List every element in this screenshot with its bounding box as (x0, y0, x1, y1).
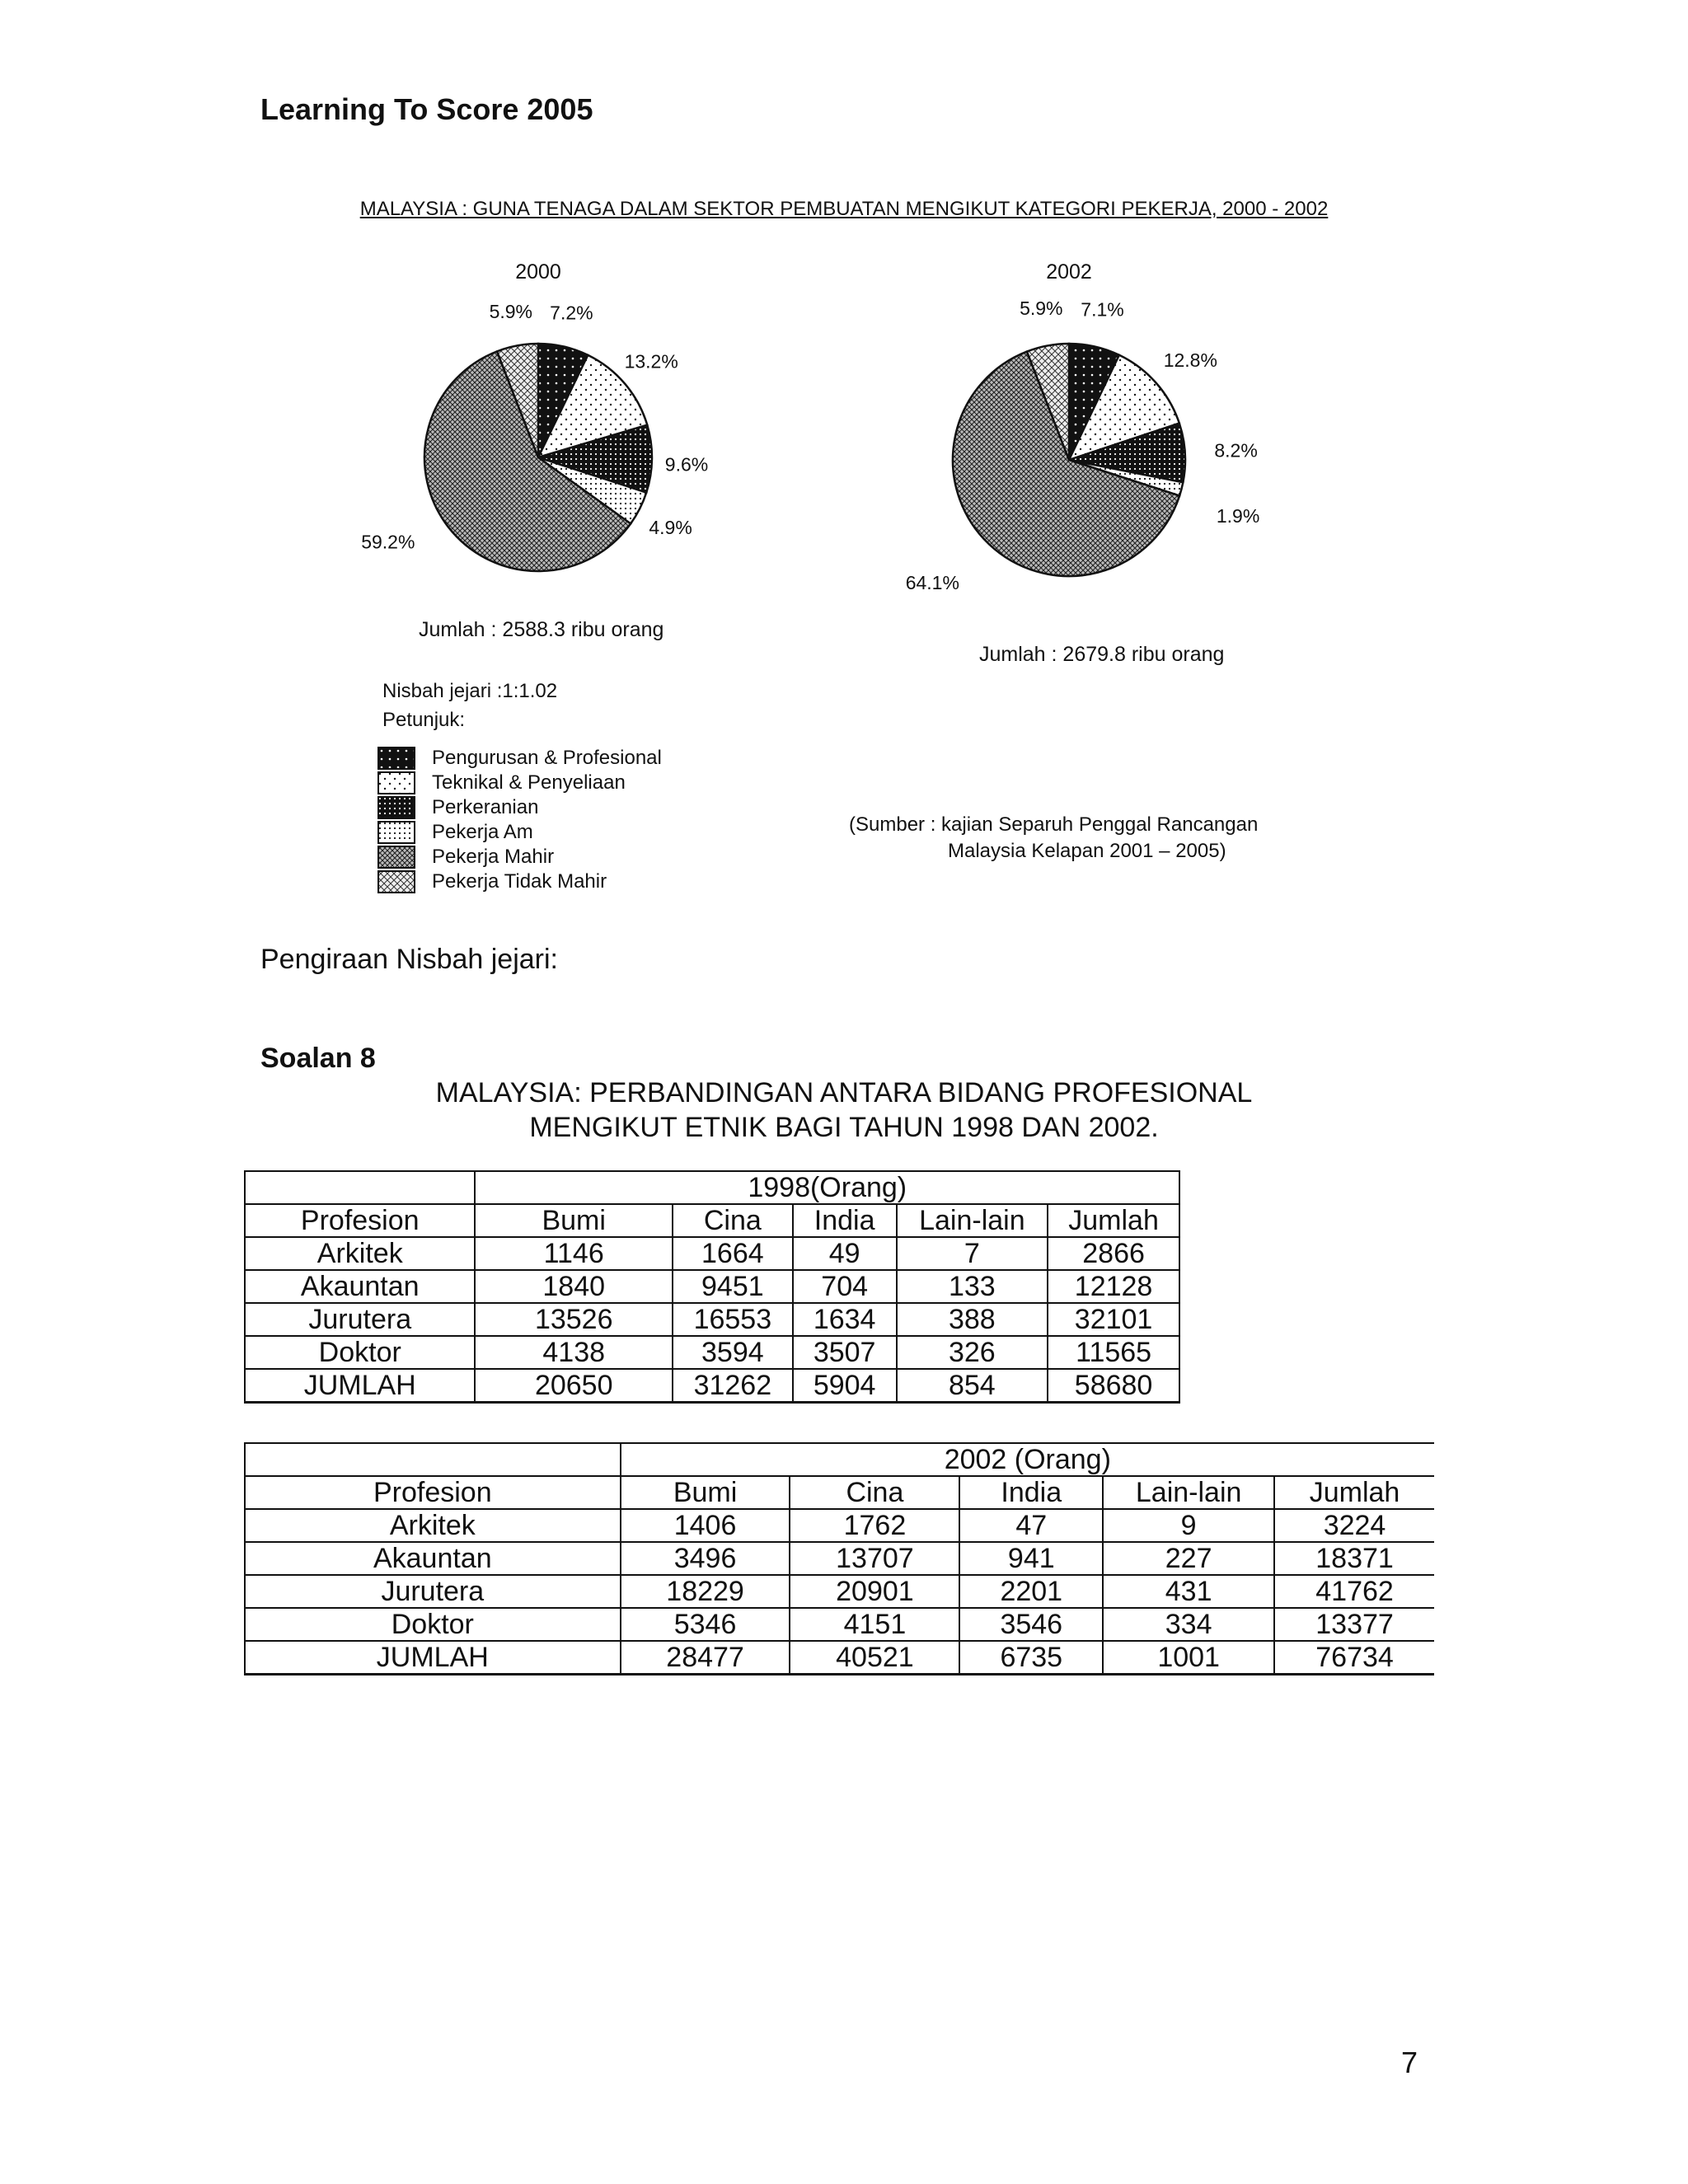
table-caption-row (245, 1443, 1434, 1476)
legend-label: Teknikal & Penyeliaan (432, 771, 626, 794)
table-cell: 40521 (790, 1641, 959, 1675)
table-cell: Jurutera (245, 1303, 475, 1336)
table-cell: 1840 (475, 1270, 672, 1303)
column-header: Lain-lain (897, 1204, 1048, 1237)
column-header: Bumi (621, 1476, 790, 1509)
pie-2000 (361, 301, 708, 571)
table-cell: 3507 (793, 1336, 897, 1369)
table-cell: 1634 (793, 1303, 897, 1336)
pie-slice-label: 64.1% (905, 572, 959, 593)
table-cell: 326 (897, 1336, 1048, 1369)
column-header: Profesion (245, 1204, 475, 1237)
table-cell: 9 (1103, 1509, 1274, 1542)
table-caption: 1998(Orang) (475, 1171, 1179, 1204)
legend-item (377, 795, 662, 820)
table-row (245, 1608, 1434, 1641)
table-row (245, 1270, 1179, 1303)
table-cell: Doktor (245, 1608, 621, 1641)
table-cell: 32101 (1048, 1303, 1179, 1336)
table-header-row (245, 1476, 1434, 1509)
pie-year-2000: 2000 (515, 260, 561, 284)
table-caption-row (245, 1171, 1179, 1204)
table-cell: 1762 (790, 1509, 959, 1542)
pie-slice-label: 7.2% (550, 302, 593, 324)
legend-swatch (377, 771, 415, 794)
table-cell: 18371 (1274, 1542, 1434, 1575)
column-header: Cina (673, 1204, 793, 1237)
table-cell: 6735 (959, 1641, 1103, 1675)
legend (377, 746, 662, 894)
table-cell: 133 (897, 1270, 1048, 1303)
pie-charts (0, 239, 1688, 602)
table-cell (245, 1443, 621, 1476)
table-cell: 4151 (790, 1608, 959, 1641)
table-cell: 4138 (475, 1336, 672, 1369)
question-title (0, 1076, 1688, 1145)
table-cell: 9451 (673, 1270, 793, 1303)
table-cell: 41762 (1274, 1575, 1434, 1608)
pie-slice-label: 1.9% (1216, 505, 1260, 527)
pie-year-2002: 2002 (1046, 260, 1092, 284)
table-cell: 1406 (621, 1509, 790, 1542)
table-row (245, 1509, 1434, 1542)
legend-label: Pekerja Mahir (432, 846, 555, 868)
source-line-1: (Sumber : kajian Separuh Penggal Rancangan (849, 813, 1259, 836)
table-cell: 13377 (1274, 1608, 1434, 1641)
table-cell: 388 (897, 1303, 1048, 1336)
pie-slice-label: 8.2% (1214, 439, 1258, 462)
column-header: India (959, 1476, 1103, 1509)
column-header: India (793, 1204, 897, 1237)
pie-slice-label: 5.9% (489, 301, 533, 323)
table-cell: 76734 (1274, 1641, 1434, 1675)
pie-slice-label: 59.2% (361, 531, 415, 553)
total-2000: Jumlah : 2588.3 ribu orang (419, 618, 664, 641)
table-cell: 227 (1103, 1542, 1274, 1575)
table-cell: 31262 (673, 1369, 793, 1403)
legend-swatch (377, 747, 415, 770)
table-cell: 11565 (1048, 1336, 1179, 1369)
table-row (245, 1575, 1434, 1608)
table-cell: 49 (793, 1237, 897, 1270)
table-cell: 5346 (621, 1608, 790, 1641)
calculation-label: Pengiraan Nisbah jejari: (260, 944, 558, 975)
pie-slice-label: 5.9% (1020, 298, 1063, 320)
table-1998 (244, 1170, 1180, 1404)
table-cell: 20901 (790, 1575, 959, 1608)
column-header: Bumi (475, 1204, 672, 1237)
legend-heading: Petunjuk: (382, 709, 466, 731)
question-title-line-1: MALAYSIA: PERBANDINGAN ANTARA BIDANG PROFESIONAL (435, 1077, 1253, 1108)
table-cell: 16553 (673, 1303, 793, 1336)
table-cell: 13526 (475, 1303, 672, 1336)
legend-label: Pekerja Tidak Mahir (432, 870, 607, 893)
table-row (245, 1303, 1179, 1336)
table-cell: 941 (959, 1542, 1103, 1575)
table-cell: Arkitek (245, 1237, 475, 1270)
source-note (849, 812, 1258, 865)
legend-item (377, 845, 662, 869)
table-cell: 1664 (673, 1237, 793, 1270)
pie-slice-label: 12.8% (1163, 349, 1217, 371)
table-cell: 704 (793, 1270, 897, 1303)
table-cell: 2201 (959, 1575, 1103, 1608)
table-cell: 5904 (793, 1369, 897, 1403)
question-label: Soalan 8 (260, 1043, 376, 1074)
column-header: Jumlah (1274, 1476, 1434, 1509)
total-2002: Jumlah : 2679.8 ribu orang (979, 643, 1225, 666)
legend-item (377, 820, 662, 845)
table-cell: 47 (959, 1509, 1103, 1542)
legend-swatch (377, 870, 415, 893)
legend-item (377, 771, 662, 795)
pie-slice-label: 9.6% (664, 453, 709, 476)
table-cell: 3224 (1274, 1509, 1434, 1542)
table-cell: Akauntan (245, 1542, 621, 1575)
legend-swatch (377, 796, 415, 819)
table-cell: 12128 (1048, 1270, 1179, 1303)
table-cell: JUMLAH (245, 1641, 621, 1675)
table-cell: 13707 (790, 1542, 959, 1575)
table-cell: 1146 (475, 1237, 672, 1270)
column-header: Profesion (245, 1476, 621, 1509)
table-total-row (245, 1369, 1179, 1403)
question-title-line-2: MENGIKUT ETNIK BAGI TAHUN 1998 DAN 2002. (529, 1112, 1159, 1143)
table-cell: 431 (1103, 1575, 1274, 1608)
page-header-title: Learning To Score 2005 (260, 92, 593, 126)
table-cell: 7 (897, 1237, 1048, 1270)
table-cell: Doktor (245, 1336, 475, 1369)
table-cell: JUMLAH (245, 1369, 475, 1403)
table-cell: 58680 (1048, 1369, 1179, 1403)
table-row (245, 1542, 1434, 1575)
radius-ratio-note: Nisbah jejari :1:1.02 (382, 680, 558, 702)
pie-slice-label: 4.9% (649, 517, 692, 539)
table-cell: Arkitek (245, 1509, 621, 1542)
pie-slice-label: 13.2% (624, 350, 678, 373)
table-cell: 18229 (621, 1575, 790, 1608)
pie-slice-label: 7.1% (1081, 298, 1124, 321)
legend-swatch (377, 821, 415, 844)
table-cell: 3496 (621, 1542, 790, 1575)
legend-label: Pengurusan & Profesional (432, 747, 662, 769)
table-row (245, 1336, 1179, 1369)
column-header: Cina (790, 1476, 959, 1509)
column-header: Lain-lain (1103, 1476, 1274, 1509)
legend-swatch (377, 846, 415, 869)
table-cell: 334 (1103, 1608, 1274, 1641)
legend-item (377, 746, 662, 771)
table-caption: 2002 (Orang) (621, 1443, 1434, 1476)
source-line-2: Malaysia Kelapan 2001 – 2005) (948, 840, 1226, 862)
table-total-row (245, 1641, 1434, 1675)
table-2002 (244, 1442, 1434, 1675)
pie-2002 (906, 298, 1260, 593)
legend-item (377, 869, 662, 894)
table-cell (245, 1171, 475, 1204)
table-cell: 20650 (475, 1369, 672, 1403)
table-cell: 854 (897, 1369, 1048, 1403)
figure-title: MALAYSIA : GUNA TENAGA DALAM SEKTOR PEMBUATAN MENGIKUT KATEGORI PEKERJA, 2000 - 2002 (359, 198, 1329, 220)
page-number: 7 (1401, 2046, 1418, 2079)
table-cell: 3546 (959, 1608, 1103, 1641)
table-cell: Jurutera (245, 1575, 621, 1608)
table-header-row (245, 1204, 1179, 1237)
table-cell: Akauntan (245, 1270, 475, 1303)
table-row (245, 1237, 1179, 1270)
legend-label: Perkeranian (432, 796, 539, 818)
table-cell: 28477 (621, 1641, 790, 1675)
table-cell: 3594 (673, 1336, 793, 1369)
table-cell: 1001 (1103, 1641, 1274, 1675)
legend-label: Pekerja Am (432, 821, 533, 843)
table-cell: 2866 (1048, 1237, 1179, 1270)
column-header: Jumlah (1048, 1204, 1179, 1237)
